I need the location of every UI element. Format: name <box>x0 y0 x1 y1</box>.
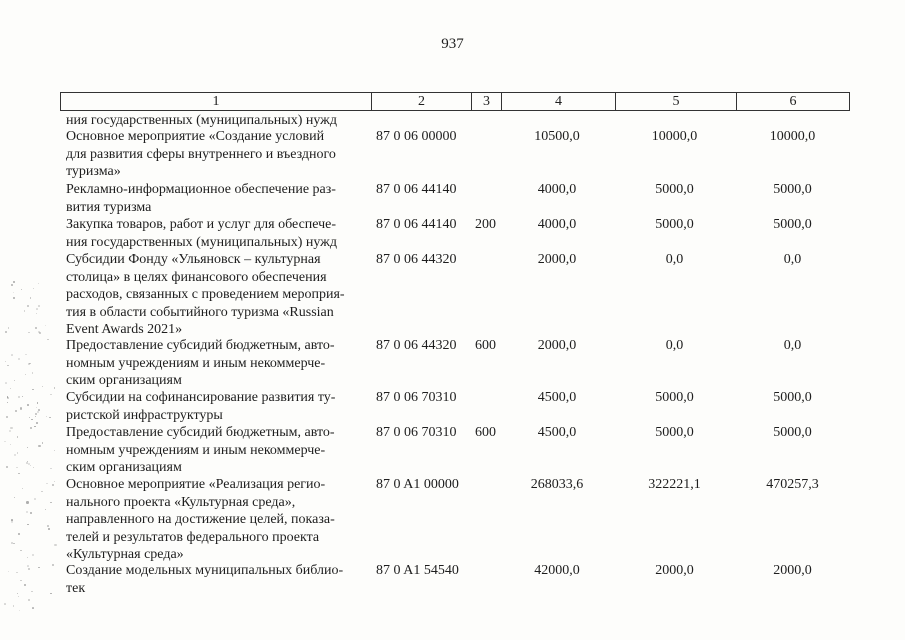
scan-speck <box>52 484 54 486</box>
header-col-2: 2 <box>371 93 471 110</box>
row-value-col-5: 0,0 <box>665 252 684 267</box>
row-description-line: тия в области событийного туризма «Russian <box>66 304 334 320</box>
scan-speck <box>54 450 55 451</box>
scan-speck <box>13 605 15 607</box>
scan-speck <box>41 491 42 492</box>
row-code: 87 0 06 70310 <box>376 425 457 440</box>
scan-speck <box>54 481 55 482</box>
scan-speck <box>14 380 15 381</box>
row-value-col-5: 5000,0 <box>655 217 694 232</box>
row-value-col-6: 470257,3 <box>766 477 819 492</box>
scan-speck <box>13 297 15 299</box>
row-value-col-5: 0,0 <box>665 338 684 353</box>
scan-speck <box>54 387 56 389</box>
scan-speck <box>18 473 19 474</box>
header-col-6: 6 <box>736 93 849 110</box>
scan-speck <box>20 407 22 409</box>
row-description-line: ристской инфраструктуры <box>66 407 223 423</box>
scan-speck <box>28 568 30 570</box>
row-expense-type: 600 <box>475 338 496 353</box>
scan-speck <box>47 525 49 527</box>
scan-speck <box>18 396 19 397</box>
row-description-line: номным учреждениям и иным некоммерче- <box>66 355 326 371</box>
scan-speck <box>30 512 32 514</box>
scan-speck <box>16 572 18 574</box>
scan-speck <box>54 544 56 546</box>
scan-speck <box>31 419 32 420</box>
scan-speck <box>18 358 20 360</box>
scan-speck <box>13 292 14 293</box>
row-description-line: тек <box>66 580 86 596</box>
scan-speck <box>17 452 19 454</box>
scan-speck <box>45 325 46 326</box>
row-value-col-6: 0,0 <box>783 252 802 267</box>
row-value-col-6: 5000,0 <box>773 425 812 440</box>
scan-speck <box>13 281 15 283</box>
scan-speck <box>48 528 50 530</box>
scan-speck <box>42 442 43 443</box>
row-description-line: Предоставление субсидий бюджетным, авто- <box>66 425 335 440</box>
scan-speck <box>5 331 7 333</box>
scan-speck <box>30 465 31 466</box>
row-description-line: Закупка товаров, работ и услуг для обеспече- <box>66 217 337 232</box>
scan-speck <box>28 463 30 465</box>
row-description-line: Предоставление субсидий бюджетным, авто- <box>66 338 335 353</box>
scan-speck <box>38 445 40 447</box>
scan-speck <box>4 441 6 443</box>
scan-speck <box>33 467 34 468</box>
scan-speck <box>47 339 48 340</box>
row-description-line: телей и результатов федерального проекта <box>66 529 320 545</box>
scan-speck <box>49 417 51 419</box>
row-description-line: Основное мероприятие «Создание условий <box>66 129 325 144</box>
row-description-line: Создание модельных муниципальных библио- <box>66 563 344 578</box>
scan-speck <box>25 354 27 356</box>
scan-speck <box>27 404 29 406</box>
scan-speck <box>16 467 18 469</box>
scan-speck <box>17 593 18 594</box>
scan-speck <box>17 436 18 437</box>
scan-speck <box>20 580 22 582</box>
scan-speck <box>35 416 36 417</box>
scan-speck <box>50 468 51 469</box>
row-value-col-5: 322221,1 <box>648 477 701 492</box>
scan-speck <box>32 554 34 556</box>
header-col-4: 4 <box>501 93 615 110</box>
scan-speck <box>33 288 34 289</box>
scan-speck <box>50 593 52 595</box>
scan-speck <box>11 520 13 522</box>
scan-speck <box>20 550 22 552</box>
scan-speck <box>37 402 38 403</box>
row-description-line: Event Awards 2021» <box>66 322 183 337</box>
scan-speck <box>32 372 33 373</box>
scan-speck <box>10 427 12 429</box>
scan-speck <box>24 310 26 312</box>
row-value-col-6: 5000,0 <box>773 217 812 232</box>
scan-speck <box>42 386 43 387</box>
row-expense-type: 200 <box>475 217 496 232</box>
scan-speck <box>18 596 19 597</box>
row-description-line: ния государственных (муниципальных) нужд <box>66 113 337 128</box>
scan-speck <box>10 388 11 389</box>
scan-speck <box>46 416 47 417</box>
scan-speck <box>19 610 20 611</box>
row-value-col-4: 268033,6 <box>530 477 584 492</box>
scan-speck <box>26 511 28 513</box>
scan-speck <box>14 497 15 498</box>
row-code: 87 0 06 70310 <box>376 390 457 405</box>
scan-speck <box>45 509 46 510</box>
scan-speck <box>32 607 34 609</box>
scan-speck <box>27 447 28 448</box>
scan-speck <box>8 327 9 328</box>
scan-speck <box>15 410 17 412</box>
scan-speck <box>6 416 8 418</box>
row-description-line: направленного на достижение целей, показа- <box>66 512 335 527</box>
scan-speck <box>24 584 26 586</box>
row-value-col-6: 5000,0 <box>773 182 812 197</box>
row-value-col-4: 42000,0 <box>534 563 580 578</box>
row-code: 87 0 A1 00000 <box>376 477 459 492</box>
row-code: 87 0 06 00000 <box>376 129 457 144</box>
row-code: 87 0 06 44140 <box>376 217 457 232</box>
scan-speck <box>35 327 37 329</box>
row-description-line: Рекламно-информационное обеспечение раз- <box>66 182 336 197</box>
row-description-line: столица» в целях финансового обеспечения <box>66 269 327 285</box>
header-col-3: 3 <box>471 93 501 110</box>
scan-speck <box>52 564 54 566</box>
row-code: 87 0 A1 54540 <box>376 563 459 578</box>
row-description-line: ским организациям <box>66 373 182 388</box>
row-value-col-4: 4000,0 <box>537 217 577 232</box>
scan-speck <box>18 533 20 535</box>
scan-speck <box>11 519 13 521</box>
scan-speck <box>38 283 39 284</box>
scan-speck <box>34 426 35 427</box>
scan-speck <box>10 444 12 446</box>
row-description-line: «Культурная среда» <box>66 547 184 562</box>
scan-speck <box>13 543 15 545</box>
scan-speck <box>29 417 30 418</box>
scan-speck <box>50 394 51 395</box>
scan-speck <box>21 289 22 290</box>
scan-speck <box>8 571 9 572</box>
row-value-col-4: 4000,0 <box>537 182 577 197</box>
row-description-line: ским организациям <box>66 460 182 475</box>
row-code: 87 0 06 44320 <box>376 338 457 353</box>
scan-speck <box>7 402 9 404</box>
row-value-col-5: 5000,0 <box>655 425 694 440</box>
row-value-col-5: 2000,0 <box>655 563 694 578</box>
scan-speck <box>36 422 38 424</box>
page-number: 937 <box>441 36 464 52</box>
scan-speck <box>27 557 29 559</box>
row-value-col-5: 5000,0 <box>655 390 694 405</box>
row-description-line: расходов, связанных с проведением мероприя- <box>66 287 345 302</box>
row-value-col-4: 2000,0 <box>537 338 577 353</box>
scan-speck <box>32 389 33 390</box>
scan-speck <box>7 365 9 367</box>
scan-speck <box>14 454 15 455</box>
row-description-line: Основное мероприятие «Реализация регио- <box>66 477 326 492</box>
row-description-line: для развития сферы внутреннего и въездного <box>66 146 336 162</box>
row-description-line: Субсидии Фонду «Ульяновск – культурная <box>66 252 321 267</box>
row-value-col-4: 4500,0 <box>537 425 577 440</box>
scan-speck <box>7 396 8 397</box>
row-description-line: номным учреждениям и иным некоммерче- <box>66 442 326 458</box>
scan-speck <box>28 363 30 365</box>
row-description-line: туризма» <box>66 164 121 179</box>
header-col-5: 5 <box>615 93 736 110</box>
scan-speck <box>27 524 28 525</box>
scan-speck <box>11 284 13 286</box>
scan-speck <box>34 498 36 500</box>
row-description-line: вития туризма <box>66 199 152 215</box>
scan-speck <box>9 430 11 432</box>
row-value-col-6: 2000,0 <box>773 563 812 578</box>
scan-speck <box>30 297 31 298</box>
row-value-col-6: 0,0 <box>783 338 802 353</box>
row-description-line: Субсидии на софинансирование развития ту- <box>66 390 336 405</box>
scan-speck <box>36 313 37 314</box>
row-value-col-4: 4500,0 <box>537 390 577 405</box>
scan-speck <box>22 396 23 397</box>
row-value-col-6: 5000,0 <box>773 390 812 405</box>
row-code: 87 0 06 44320 <box>376 252 457 267</box>
scan-speck <box>27 565 29 567</box>
scan-speck <box>26 501 28 503</box>
row-value-col-5: 5000,0 <box>655 182 694 197</box>
scan-speck <box>37 411 39 413</box>
row-value-col-4: 2000,0 <box>537 252 577 267</box>
scan-speck <box>4 603 6 605</box>
scan-speck <box>31 591 32 592</box>
scan-speck <box>36 407 37 408</box>
scan-speck <box>30 427 32 429</box>
row-description-line: ния государственных (муниципальных) нужд <box>66 234 337 250</box>
scan-speck <box>5 361 6 362</box>
row-description-line: нального проекта «Культурная среда», <box>66 494 296 510</box>
scan-speck <box>22 488 23 489</box>
scan-speck <box>46 483 48 485</box>
scan-speck <box>28 332 30 334</box>
table-header-row <box>60 92 850 111</box>
scan-speck <box>27 305 29 307</box>
scan-speck <box>50 502 52 504</box>
row-value-col-6: 10000,0 <box>769 129 816 144</box>
row-code: 87 0 06 44140 <box>376 182 457 197</box>
row-value-col-5: 10000,0 <box>651 129 698 144</box>
header-col-1: 1 <box>212 94 220 109</box>
scan-speck <box>38 567 39 568</box>
scan-speck <box>28 599 30 601</box>
scan-speck <box>36 308 38 310</box>
scan-speck <box>11 354 13 356</box>
scan-speck <box>6 466 8 468</box>
row-value-col-4: 10500,0 <box>534 129 580 144</box>
scan-speck <box>25 374 26 375</box>
row-expense-type: 600 <box>475 425 496 440</box>
scan-speck <box>38 305 40 307</box>
scan-speck <box>5 382 7 384</box>
